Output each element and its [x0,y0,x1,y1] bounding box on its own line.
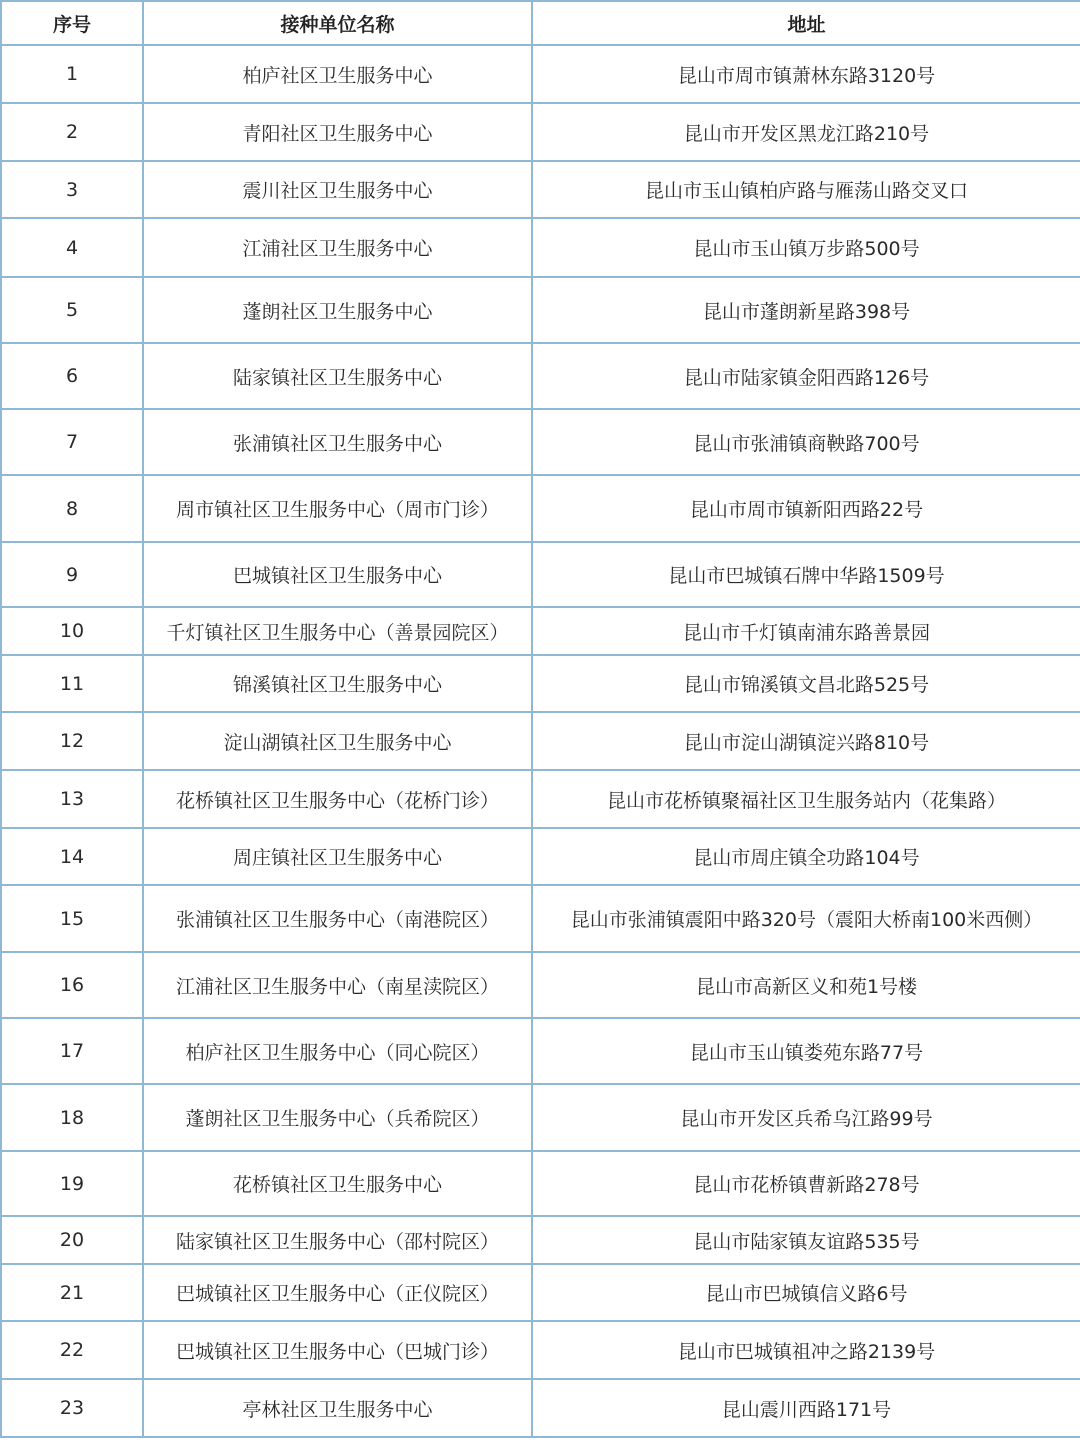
row-address: 昆山市花桥镇曹新路278号 [532,1151,1080,1216]
row-index: 17 [1,1018,143,1084]
table-row [1,770,1080,828]
table-row [1,103,1080,161]
table-row [1,1151,1080,1216]
row-site-name: 蓬朗社区卫生服务中心（兵希院区） [143,1084,532,1151]
row-index: 20 [1,1216,143,1264]
row-index: 10 [1,607,143,655]
row-site-name: 花桥镇社区卫生服务中心 [143,1151,532,1216]
row-address: 昆山市千灯镇南浦东路善景园 [532,607,1080,655]
table-row [1,1084,1080,1151]
row-address: 昆山市花桥镇聚福社区卫生服务站内（花集路） [532,770,1080,828]
row-site-name: 巴城镇社区卫生服务中心（正仪院区） [143,1264,532,1321]
row-address: 昆山市玉山镇娄苑东路77号 [532,1018,1080,1084]
header-name: 接种单位名称 [143,1,532,45]
row-index: 2 [1,103,143,161]
table-row [1,655,1080,712]
row-address: 昆山市玉山镇柏庐路与雁荡山路交叉口 [532,161,1080,218]
row-site-name: 淀山湖镇社区卫生服务中心 [143,712,532,770]
row-site-name: 巴城镇社区卫生服务中心 [143,542,532,607]
table-row [1,343,1080,409]
row-index: 21 [1,1264,143,1321]
row-site-name: 柏庐社区卫生服务中心（同心院区） [143,1018,532,1084]
table-row [1,952,1080,1018]
table-row [1,828,1080,885]
row-site-name: 周市镇社区卫生服务中心（周市门诊） [143,475,532,542]
row-address: 昆山市玉山镇万步路500号 [532,218,1080,277]
row-index: 11 [1,655,143,712]
row-site-name: 陆家镇社区卫生服务中心 [143,343,532,409]
table-row [1,1321,1080,1379]
table-row [1,885,1080,952]
row-index: 15 [1,885,143,952]
table-row [1,218,1080,277]
table-row [1,1216,1080,1264]
row-address: 昆山市锦溪镇文昌北路525号 [532,655,1080,712]
table-row [1,277,1080,343]
row-address: 昆山市淀山湖镇淀兴路810号 [532,712,1080,770]
row-index: 22 [1,1321,143,1379]
row-address: 昆山市高新区义和苑1号楼 [532,952,1080,1018]
row-address: 昆山市陆家镇友谊路535号 [532,1216,1080,1264]
row-site-name: 江浦社区卫生服务中心 [143,218,532,277]
row-index: 5 [1,277,143,343]
row-site-name: 蓬朗社区卫生服务中心 [143,277,532,343]
row-index: 23 [1,1379,143,1437]
table-row [1,1379,1080,1437]
row-index: 9 [1,542,143,607]
row-site-name: 张浦镇社区卫生服务中心（南港院区） [143,885,532,952]
row-index: 6 [1,343,143,409]
header-index: 序号 [1,1,143,45]
table-row [1,409,1080,475]
header-address: 地址 [532,1,1080,45]
row-index: 4 [1,218,143,277]
table-row [1,161,1080,218]
table-row [1,1264,1080,1321]
row-site-name: 震川社区卫生服务中心 [143,161,532,218]
table-row [1,45,1080,103]
row-index: 13 [1,770,143,828]
table-row [1,542,1080,607]
row-site-name: 陆家镇社区卫生服务中心（邵村院区） [143,1216,532,1264]
row-index: 3 [1,161,143,218]
row-site-name: 千灯镇社区卫生服务中心（善景园院区） [143,607,532,655]
row-address: 昆山市巴城镇石牌中华路1509号 [532,542,1080,607]
row-index: 19 [1,1151,143,1216]
table-row [1,712,1080,770]
row-site-name: 青阳社区卫生服务中心 [143,103,532,161]
row-index: 8 [1,475,143,542]
row-index: 1 [1,45,143,103]
row-address: 昆山市开发区黑龙江路210号 [532,103,1080,161]
row-site-name: 花桥镇社区卫生服务中心（花桥门诊） [143,770,532,828]
row-address: 昆山市张浦镇商鞅路700号 [532,409,1080,475]
row-address: 昆山市巴城镇信义路6号 [532,1264,1080,1321]
row-site-name: 锦溪镇社区卫生服务中心 [143,655,532,712]
row-address: 昆山市开发区兵希乌江路99号 [532,1084,1080,1151]
row-address: 昆山市蓬朗新星路398号 [532,277,1080,343]
row-site-name: 柏庐社区卫生服务中心 [143,45,532,103]
row-address: 昆山市周庄镇全功路104号 [532,828,1080,885]
row-address: 昆山市陆家镇金阳西路126号 [532,343,1080,409]
row-address: 昆山市张浦镇震阳中路320号（震阳大桥南100米西侧） [532,885,1080,952]
row-site-name: 巴城镇社区卫生服务中心（巴城门诊） [143,1321,532,1379]
row-address: 昆山震川西路171号 [532,1379,1080,1437]
row-address: 昆山市周市镇萧林东路3120号 [532,45,1080,103]
table-row [1,1018,1080,1084]
row-site-name: 亭林社区卫生服务中心 [143,1379,532,1437]
row-address: 昆山市巴城镇祖冲之路2139号 [532,1321,1080,1379]
table-row [1,475,1080,542]
row-index: 14 [1,828,143,885]
row-site-name: 周庄镇社区卫生服务中心 [143,828,532,885]
row-index: 12 [1,712,143,770]
row-site-name: 张浦镇社区卫生服务中心 [143,409,532,475]
row-index: 16 [1,952,143,1018]
row-site-name: 江浦社区卫生服务中心（南星渎院区） [143,952,532,1018]
table-row [1,607,1080,655]
row-index: 18 [1,1084,143,1151]
row-address: 昆山市周市镇新阳西路22号 [532,475,1080,542]
table-header-row [1,1,1080,45]
row-index: 7 [1,409,143,475]
